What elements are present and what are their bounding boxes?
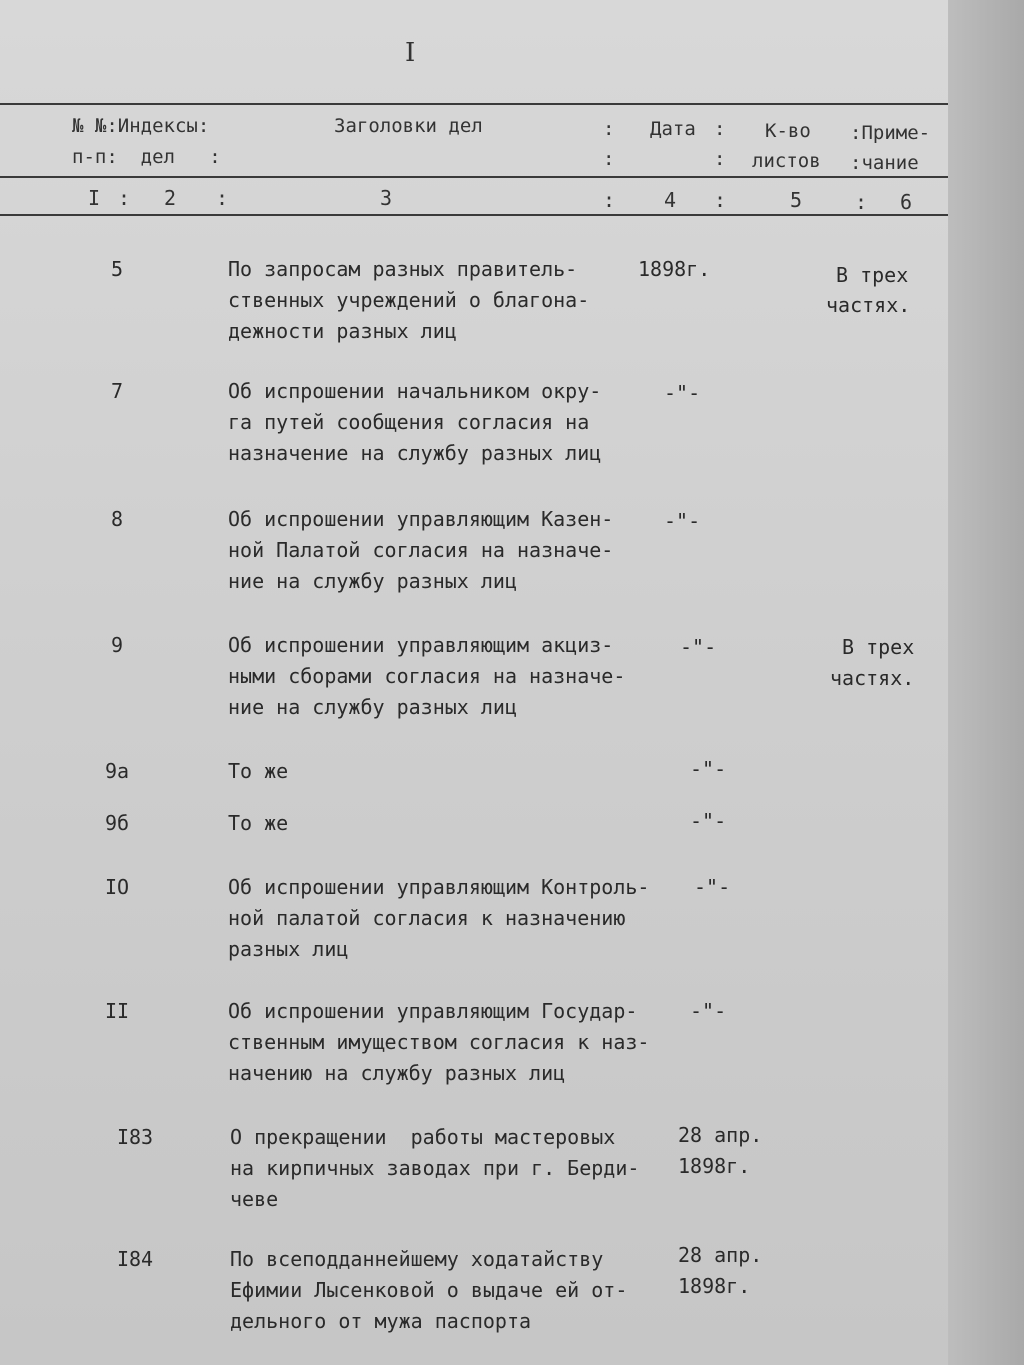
- column-number-6: 6: [900, 190, 913, 214]
- row-title-line: Об испрошении управляющим акциз-: [228, 633, 614, 657]
- row-index: 5: [110, 257, 124, 281]
- header-note-label: :Приме-: [850, 122, 931, 144]
- header-date-label: Дата: [650, 118, 696, 140]
- row-date: -"-: [690, 999, 727, 1023]
- header-number-index-label-line2: п-п: дел :: [72, 146, 221, 168]
- row-title-line: То же: [228, 811, 289, 835]
- page-edge-shadow: [948, 0, 1024, 1365]
- row-title-line: ственным имуществом согласия к наз-: [228, 1030, 650, 1054]
- row-title-line: начению на службу разных лиц: [228, 1061, 566, 1085]
- header-number-index-label: № №:Индексы:: [72, 115, 210, 137]
- row-date: -"-: [680, 635, 717, 659]
- row-title-line: Ефимии Лысенковой о выдаче ей от-: [230, 1278, 628, 1302]
- row-date: 1898г.: [638, 257, 711, 281]
- row-title-line: разных лиц: [228, 937, 349, 961]
- row-date: -"-: [664, 381, 701, 405]
- header-note-label-line2: :чание: [850, 152, 919, 174]
- row-date: 1898г.: [678, 1154, 751, 1178]
- column-separator: :: [855, 190, 868, 214]
- column-number-3: 3: [380, 186, 393, 210]
- row-title-line: Об испрошении начальником окру-: [228, 379, 602, 403]
- header-bottom-rule: [0, 214, 948, 216]
- column-separator: :: [714, 188, 727, 212]
- row-title-line: га путей сообщения согласия на: [228, 410, 590, 434]
- row-title-line: ственных учреждений о благона-: [228, 288, 590, 312]
- row-index: 8: [110, 507, 124, 531]
- row-note-line: В трех: [836, 263, 909, 287]
- row-note-line: частях.: [830, 666, 915, 690]
- row-title-line: По запросам разных правитель-: [228, 257, 578, 281]
- column-number-1: I: [88, 186, 101, 210]
- row-date: 1898г.: [678, 1274, 751, 1298]
- row-date: -"-: [694, 875, 731, 899]
- row-index: 9а: [104, 759, 130, 783]
- row-title-line: назначение на службу разных лиц: [228, 441, 602, 465]
- row-title-line: То же: [228, 759, 289, 783]
- header-separator: :: [603, 118, 615, 140]
- row-title-line: Об испрошении управляющим Государ-: [228, 999, 638, 1023]
- header-separator: :: [714, 148, 726, 170]
- header-mid-rule: [0, 176, 948, 178]
- column-number-4: 4: [664, 188, 677, 212]
- header-count-label-line2: листов: [752, 150, 821, 172]
- column-separator: :: [118, 186, 131, 210]
- page-number: I: [405, 38, 416, 68]
- header-title-label: Заголовки дел: [334, 115, 483, 137]
- row-title-line: Об испрошении управляющим Казен-: [228, 507, 614, 531]
- row-title-line: ние на службу разных лиц: [228, 569, 517, 593]
- column-separator: :: [603, 188, 616, 212]
- row-index: 9б: [104, 811, 130, 835]
- row-title-line: ными сборами согласия на назначе-: [228, 664, 626, 688]
- row-title-line: чеве: [230, 1187, 279, 1211]
- row-date: 28 апр.: [678, 1243, 763, 1267]
- row-title-line: дельного от мужа паспорта: [230, 1309, 532, 1333]
- row-note-line: В трех: [842, 635, 915, 659]
- column-separator: :: [216, 186, 229, 210]
- row-title-line: Об испрошении управляющим Контроль-: [228, 875, 650, 899]
- row-title-line: дежности разных лиц: [228, 319, 457, 343]
- column-number-2: 2: [164, 186, 177, 210]
- row-date: -"-: [664, 509, 701, 533]
- row-index: II: [104, 999, 130, 1023]
- row-title-line: на кирпичных заводах при г. Берди-: [230, 1156, 640, 1180]
- column-number-5: 5: [790, 188, 803, 212]
- row-title-line: О прекращении работы мастеровых: [230, 1125, 616, 1149]
- header-count-label: К-во: [765, 120, 811, 142]
- row-date: -"-: [690, 809, 727, 833]
- row-index: I84: [116, 1247, 154, 1271]
- row-note-line: частях.: [826, 293, 911, 317]
- row-index: 7: [110, 379, 124, 403]
- row-title-line: ние на службу разных лиц: [228, 695, 517, 719]
- row-index: I83: [116, 1125, 154, 1149]
- row-date: 28 апр.: [678, 1123, 763, 1147]
- row-title-line: ной палатой согласия к назначению: [228, 906, 626, 930]
- header-separator: :: [603, 148, 615, 170]
- header-separator: :: [714, 118, 726, 140]
- row-index: IO: [104, 875, 130, 899]
- header-top-rule: [0, 103, 948, 105]
- row-date: -"-: [690, 757, 727, 781]
- row-title-line: По всеподданнейшему ходатайству: [230, 1247, 604, 1271]
- row-index: 9: [110, 633, 124, 657]
- row-title-line: ной Палатой согласия на назначе-: [228, 538, 614, 562]
